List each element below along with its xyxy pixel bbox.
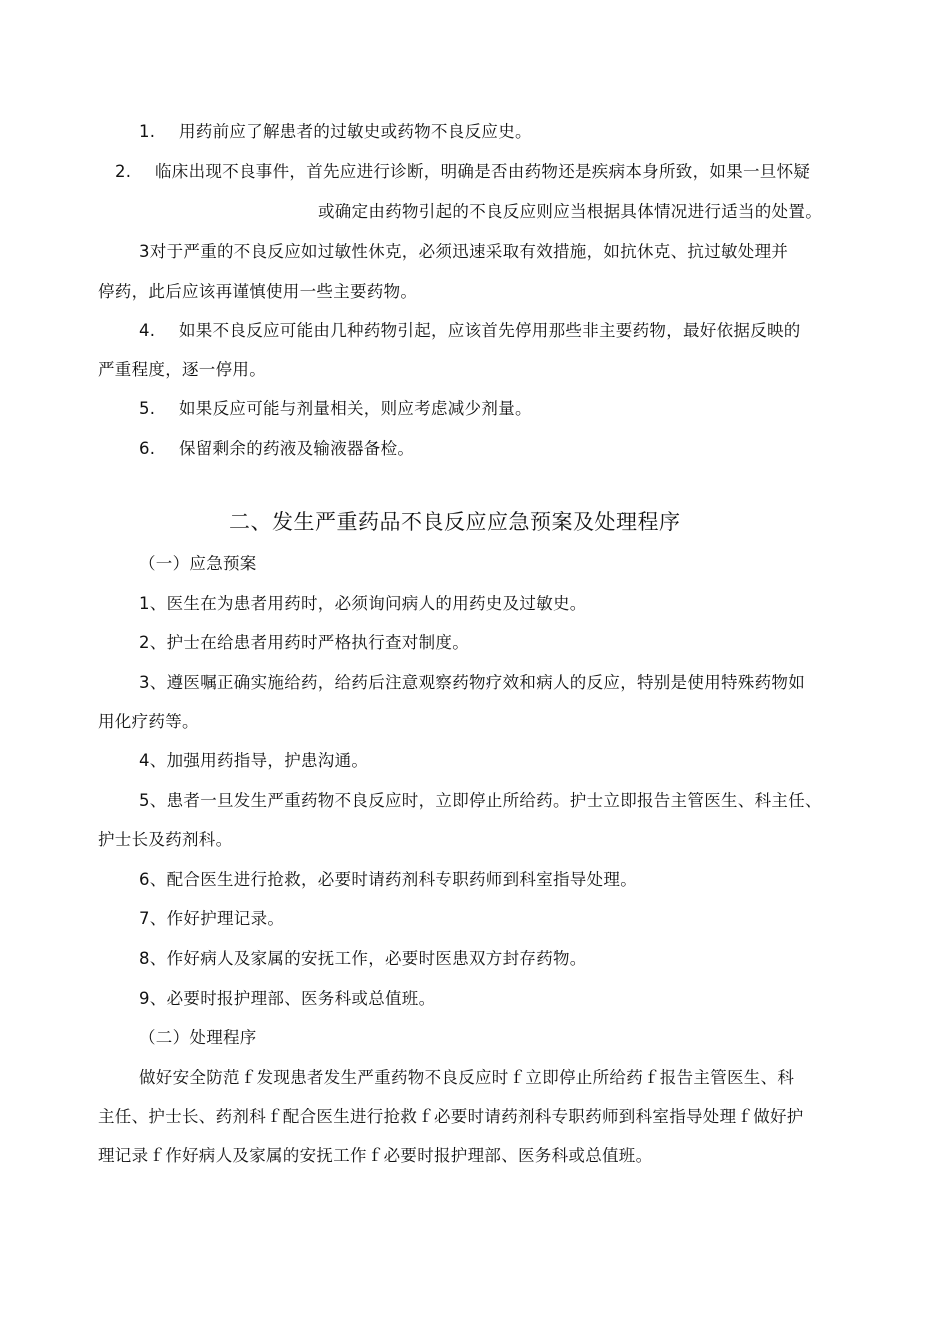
list-item (139, 398, 532, 420)
section-title: 二、发生严重药品不良反应应急预案及处理程序 (229, 510, 681, 534)
list-item (139, 121, 532, 143)
plan-item: 1、医生在为患者用药时，必须询问病人的用药史及过敏史。 (139, 594, 587, 613)
plan-item: 7、作好护理记录。 (139, 909, 285, 928)
subsection-heading: （二）处理程序 (139, 1028, 257, 1047)
plan-item: 3、遵医嘱正确实施给药，给药后注意观察药物疗效和病人的反应，特别是使用特殊药物如 (139, 673, 805, 692)
list-item-number: 5. (139, 399, 156, 418)
list-item-number: 4. (139, 321, 156, 340)
procedure-line: 做好安全防范ｆ发现患者发生严重药物不良反应时ｆ立即停止所给药ｆ报告主管医生、科 (139, 1068, 795, 1087)
subsection-heading: （一）应急预案 (139, 554, 257, 573)
plan-item-continuation: 用化疗药等。 (98, 712, 199, 731)
list-item (139, 438, 414, 460)
plan-item: 8、作好病人及家属的安抚工作，必要时医患双方封存药物。 (139, 949, 587, 968)
list-item-text: 用药前应了解患者的过敏史或药物不良反应史。 (179, 122, 532, 141)
procedure-line: 主任、护士长、药剂科ｆ配合医生进行抢救ｆ必要时请药剂科专职药师到科室指导处理ｆ做好护 (98, 1107, 804, 1126)
plan-item: 6、配合医生进行抢救，必要时请药剂科专职药师到科室指导处理。 (139, 870, 637, 889)
list-item-number: 1. (139, 122, 156, 141)
plan-item: 4、加强用药指导，护患沟通。 (139, 751, 369, 770)
list-item-text: 3对于严重的不良反应如过敏性休克，必须迅速采取有效措施，如抗休克、抗过敏处理并 (139, 242, 789, 261)
list-item-continuation: 停药，此后应该再谨慎使用一些主要药物。 (98, 282, 418, 301)
list-item-text: 临床出现不良事件，首先应进行诊断，明确是否由药物还是疾病本身所致，如果一旦怀疑 (155, 162, 811, 181)
list-item-number: 2. (115, 162, 132, 181)
procedure-line: 理记录ｆ作好病人及家属的安抚工作ｆ必要时报护理部、医务科或总值班。 (98, 1146, 653, 1165)
plan-item: 9、必要时报护理部、医务科或总值班。 (139, 989, 436, 1008)
list-item (139, 320, 801, 342)
list-item-text: 如果反应可能与剂量相关，则应考虑减少剂量。 (179, 399, 532, 418)
list-item-number: 6. (139, 439, 156, 458)
list-item-text: 保留剩余的药液及输液器备检。 (179, 439, 415, 458)
list-item-text: 如果不良反应可能由几种药物引起，应该首先停用那些非主要药物，最好依据反映的 (179, 321, 801, 340)
list-item (115, 161, 810, 183)
plan-item: 5、患者一旦发生严重药物不良反应时，立即停止所给药。护士立即报告主管医生、科主任、 (139, 791, 822, 810)
list-item-continuation: 或确定由药物引起的不良反应则应当根据具体情况进行适当的处置。 (318, 202, 822, 221)
plan-item-continuation: 护士长及药剂科。 (98, 830, 233, 849)
list-item-continuation: 严重程度，逐一停用。 (98, 360, 266, 379)
plan-item: 2、护士在给患者用药时严格执行查对制度。 (139, 633, 469, 652)
